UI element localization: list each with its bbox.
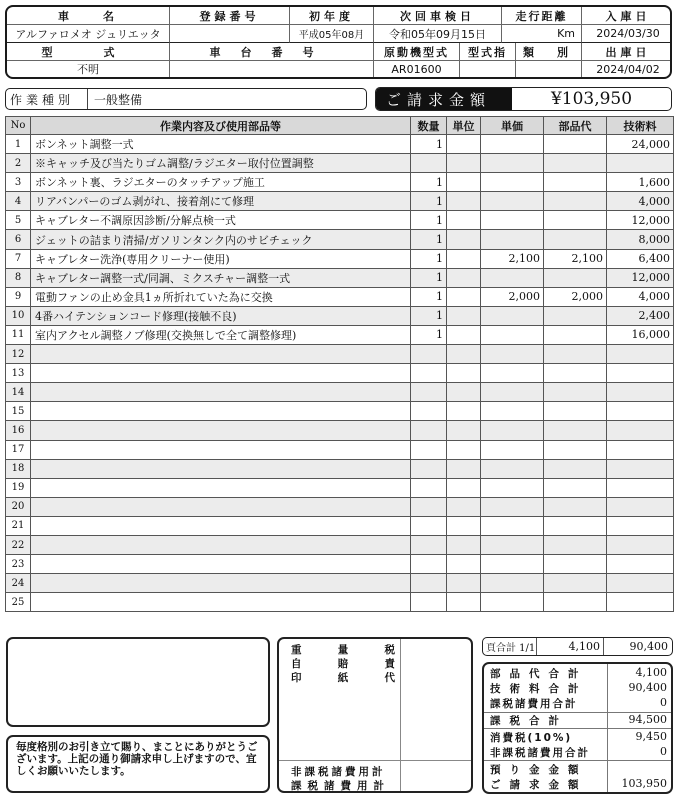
table-row (6, 574, 674, 593)
row-unit-price (481, 383, 544, 402)
row-unit (447, 459, 481, 478)
header-car-name: 車 名 (7, 7, 170, 25)
next-inspection: 令和05年09月15日 (374, 25, 502, 43)
row-no: 24 (6, 574, 31, 593)
header-next-inspection: 次回車検日 (374, 7, 502, 25)
row-quantity (411, 555, 447, 574)
row-unit (447, 440, 481, 459)
table-row (6, 497, 674, 516)
fee-non-taxable-total (291, 764, 395, 779)
fees-vertical-divider (400, 639, 401, 791)
row-quantity (411, 478, 447, 497)
row-parts-cost (544, 325, 607, 344)
fees-horizontal-divider (279, 760, 471, 761)
row-parts-cost (544, 593, 607, 612)
row-parts-cost (544, 535, 607, 554)
row-no: 16 (6, 421, 31, 440)
col-header-unit-price: 単価 (481, 117, 544, 135)
page-total-box (482, 637, 673, 656)
row-parts-cost (544, 421, 607, 440)
header-in-date: 入庫日 (582, 7, 672, 25)
row-unit-price (481, 345, 544, 364)
row-labor-cost (607, 555, 674, 574)
row-description (31, 364, 411, 383)
totals-label: 非課税諸費用合計 (490, 747, 590, 759)
header-model: 型 式 (7, 43, 170, 61)
fee-liability-c2: 賠 (337, 658, 349, 670)
table-row (6, 555, 674, 574)
row-unit (447, 574, 481, 593)
row-quantity: 1 (411, 173, 447, 192)
row-unit-price (481, 154, 544, 173)
row-no: 19 (6, 478, 31, 497)
table-row (6, 345, 674, 364)
row-unit-price (481, 135, 544, 154)
table-row (6, 249, 674, 268)
table-row (6, 306, 674, 325)
row-unit (447, 555, 481, 574)
page-total-label: 頁合計 1/1 (483, 638, 537, 655)
totals-label: 預り金金額 (490, 764, 588, 776)
row-description (31, 516, 411, 535)
row-labor-cost (607, 593, 674, 612)
row-quantity: 1 (411, 230, 447, 249)
row-unit-price (481, 364, 544, 383)
row-unit (447, 516, 481, 535)
row-labor-cost (607, 154, 674, 173)
row-no: 20 (6, 497, 31, 516)
row-labor-cost (607, 421, 674, 440)
header-registration-no: 登録番号 (170, 7, 290, 25)
row-no: 8 (6, 268, 31, 287)
out-date: 2024/04/02 (596, 62, 660, 76)
row-unit (447, 249, 481, 268)
table-row (6, 135, 674, 154)
work-type-value: 一般整備 (94, 92, 143, 107)
row-unit (447, 345, 481, 364)
row-parts-cost (544, 306, 607, 325)
row-labor-cost (607, 574, 674, 593)
work-type-label: 作業種別 (6, 89, 88, 109)
row-unit-price (481, 535, 544, 554)
row-description: ボンネット裏、ラジエターのタッチアップ施工 (31, 173, 411, 192)
vehicle-info-box (5, 5, 672, 79)
row-quantity: 1 (411, 192, 447, 211)
row-parts-cost (544, 135, 607, 154)
row-unit-price (481, 478, 544, 497)
table-row (6, 268, 674, 287)
totals-label: 消費税(10%) (490, 732, 573, 744)
row-no: 5 (6, 211, 31, 230)
row-no: 21 (6, 516, 31, 535)
row-quantity (411, 535, 447, 554)
row-parts-cost (544, 574, 607, 593)
totals-row (484, 666, 671, 681)
row-unit (447, 478, 481, 497)
header-mileage: 走行距離 (502, 7, 582, 25)
row-no: 9 (6, 287, 31, 306)
row-unit-price (481, 440, 544, 459)
row-no: 17 (6, 440, 31, 459)
row-quantity (411, 459, 447, 478)
row-labor-cost (607, 364, 674, 383)
header-out-date: 出庫日 (582, 43, 672, 61)
chassis-no (170, 61, 374, 77)
row-unit (447, 593, 481, 612)
row-unit-price (481, 421, 544, 440)
table-row (6, 421, 674, 440)
row-parts-cost (544, 383, 607, 402)
row-quantity (411, 497, 447, 516)
row-description: 4番ハイテンションコード修理(接触不良) (31, 306, 411, 325)
row-unit (447, 535, 481, 554)
table-row (6, 364, 674, 383)
mileage: Km (502, 25, 582, 43)
totals-label: ご請求金額 (490, 779, 588, 791)
table-row (6, 440, 674, 459)
totals-row (484, 745, 671, 760)
row-description: キャブレター洗浄(専用クリーナー使用) (31, 249, 411, 268)
row-unit-price (481, 497, 544, 516)
totals-value: 0 (660, 696, 667, 709)
row-parts-cost (544, 440, 607, 459)
col-header-no: No (6, 117, 31, 135)
table-row (6, 383, 674, 402)
row-description (31, 555, 411, 574)
row-description (31, 345, 411, 364)
row-labor-cost: 4,000 (607, 287, 674, 306)
row-description (31, 574, 411, 593)
header-engine-type: 原動機型式 (374, 43, 460, 61)
fee-taxable-total (291, 778, 395, 793)
table-row (6, 593, 674, 612)
row-description (31, 593, 411, 612)
totals-label: 部品代合計 (490, 668, 588, 680)
row-description: 電動ファンの止め金具1ヵ所折れていた為に交換 (31, 287, 411, 306)
row-parts-cost (544, 364, 607, 383)
header-first-year: 初年度 (290, 7, 374, 25)
row-unit (447, 402, 481, 421)
row-labor-cost: 4,000 (607, 192, 674, 211)
row-quantity (411, 402, 447, 421)
row-description (31, 535, 411, 554)
category (516, 61, 582, 77)
row-unit (447, 497, 481, 516)
row-no: 14 (6, 383, 31, 402)
row-labor-cost (607, 402, 674, 421)
row-parts-cost (544, 268, 607, 287)
totals-row (484, 681, 671, 696)
table-row (6, 402, 674, 421)
fee-stamp-c2: 紙 (337, 672, 349, 684)
table-row (6, 230, 674, 249)
table-header-row (6, 117, 674, 135)
row-parts-cost (544, 154, 607, 173)
row-unit-price (481, 402, 544, 421)
row-no: 1 (6, 135, 31, 154)
row-unit-price (481, 555, 544, 574)
row-quantity (411, 593, 447, 612)
row-description: リアバンパーのゴム剥がれ、接着剤にて修理 (31, 192, 411, 211)
row-parts-cost: 2,000 (544, 287, 607, 306)
fee-non-taxable-total-label: 非課税諸費用計 (291, 766, 386, 778)
row-labor-cost (607, 459, 674, 478)
row-labor-cost (607, 440, 674, 459)
row-labor-cost (607, 535, 674, 554)
col-header-description: 作業内容及び使用部品等 (31, 117, 411, 135)
row-quantity (411, 516, 447, 535)
totals-value (606, 762, 671, 777)
row-parts-cost (544, 173, 607, 192)
row-parts-cost (544, 516, 607, 535)
row-no: 13 (6, 364, 31, 383)
row-unit (447, 287, 481, 306)
thanks-message: 毎度格別のお引き立て賜り、まことにありがとうございます。上記の通り御請求申し上げますので、宜しくお願いいたします。 (6, 735, 270, 793)
first-year: 平成05年08月 (290, 25, 374, 43)
row-quantity (411, 383, 447, 402)
row-unit-price: 2,100 (481, 249, 544, 268)
row-labor-cost: 1,600 (607, 173, 674, 192)
table-row (6, 516, 674, 535)
totals-row (484, 730, 671, 745)
row-no: 10 (6, 306, 31, 325)
fee-weight-tax-c3: 税 (384, 644, 395, 656)
row-parts-cost (544, 555, 607, 574)
row-no: 11 (6, 325, 31, 344)
memo-box (6, 637, 270, 727)
row-description (31, 459, 411, 478)
totals-value: 103,950 (621, 777, 667, 790)
row-unit (447, 364, 481, 383)
totals-row (484, 713, 671, 728)
row-labor-cost: 24,000 (607, 135, 674, 154)
row-unit-price (481, 516, 544, 535)
fees-box (277, 637, 473, 793)
row-labor-cost (607, 516, 674, 535)
row-description (31, 421, 411, 440)
row-no: 7 (6, 249, 31, 268)
row-parts-cost (544, 345, 607, 364)
row-labor-cost: 8,000 (607, 230, 674, 249)
row-quantity: 1 (411, 287, 447, 306)
row-quantity (411, 421, 447, 440)
row-unit (447, 421, 481, 440)
row-unit (447, 135, 481, 154)
table-row (6, 478, 674, 497)
row-unit (447, 192, 481, 211)
row-parts-cost: 2,100 (544, 249, 607, 268)
fee-taxable-total-label: 課税諸費用計 (291, 780, 390, 792)
totals-label: 課税諸費用合計 (490, 698, 578, 710)
fee-liability-insurance (291, 656, 395, 671)
row-unit (447, 230, 481, 249)
header-type-designation: 型式指 (460, 43, 516, 61)
table-row (6, 154, 674, 173)
row-unit (447, 383, 481, 402)
row-unit-price (481, 574, 544, 593)
row-quantity: 1 (411, 306, 447, 325)
row-labor-cost (607, 478, 674, 497)
totals-value: 4,100 (635, 666, 667, 679)
row-quantity: 1 (411, 249, 447, 268)
row-parts-cost (544, 230, 607, 249)
row-quantity: 1 (411, 211, 447, 230)
row-no: 18 (6, 459, 31, 478)
totals-label: 課税合計 (490, 715, 568, 727)
row-parts-cost (544, 497, 607, 516)
billing-amount-label: ご請求金額 (376, 88, 512, 110)
row-labor-cost (607, 345, 674, 364)
work-type-box (5, 88, 367, 110)
header-chassis-no: 車台番号 (170, 43, 374, 61)
row-unit-price (481, 192, 544, 211)
table-row (6, 192, 674, 211)
row-description (31, 383, 411, 402)
row-no: 15 (6, 402, 31, 421)
fee-weight-tax-c2: 量 (337, 644, 349, 656)
row-no: 12 (6, 345, 31, 364)
row-quantity (411, 364, 447, 383)
row-no: 2 (6, 154, 31, 173)
totals-value: 9,450 (635, 730, 667, 743)
table-row (6, 325, 674, 344)
totals-separator (484, 728, 671, 729)
row-description (31, 440, 411, 459)
row-labor-cost: 12,000 (607, 268, 674, 287)
row-labor-cost: 12,000 (607, 211, 674, 230)
fee-stamp-c1: 印 (291, 672, 302, 684)
totals-value: 0 (660, 745, 667, 758)
row-description (31, 478, 411, 497)
table-row (6, 535, 674, 554)
col-header-unit: 単位 (447, 117, 481, 135)
row-quantity (411, 154, 447, 173)
row-unit (447, 325, 481, 344)
type-designation (460, 61, 516, 77)
row-quantity: 1 (411, 325, 447, 344)
row-labor-cost: 6,400 (607, 249, 674, 268)
fee-stamp-c3: 代 (384, 672, 395, 684)
row-no: 6 (6, 230, 31, 249)
row-no: 22 (6, 535, 31, 554)
totals-value: 90,400 (628, 681, 667, 694)
row-quantity (411, 440, 447, 459)
totals-row (484, 777, 671, 792)
row-quantity: 1 (411, 268, 447, 287)
row-unit-price (481, 268, 544, 287)
row-description: 室内アクセル調整ノブ修理(交換無しで全て調整修理) (31, 325, 411, 344)
totals-separator (484, 760, 671, 761)
registration-no (170, 25, 290, 43)
row-no: 25 (6, 593, 31, 612)
row-unit-price (481, 211, 544, 230)
totals-row (484, 696, 671, 711)
totals-box (482, 662, 673, 794)
in-date: 2024/03/30 (582, 25, 672, 43)
row-description: キャブレター不調原因診断/分解点検一式 (31, 211, 411, 230)
table-row (6, 211, 674, 230)
row-unit (447, 211, 481, 230)
table-row (6, 173, 674, 192)
model: 不明 (7, 61, 170, 77)
row-labor-cost (607, 497, 674, 516)
fee-weight-tax-c1: 重 (291, 644, 302, 656)
row-description: ボンネット調整一式 (31, 135, 411, 154)
row-no: 23 (6, 555, 31, 574)
row-parts-cost (544, 192, 607, 211)
work-items-table (5, 116, 674, 612)
engine-type: AR01600 (374, 61, 460, 77)
row-parts-cost (544, 478, 607, 497)
totals-value: 94,500 (628, 713, 667, 726)
row-unit-price (481, 230, 544, 249)
page-total-parts: 4,100 (537, 638, 604, 655)
row-labor-cost: 2,400 (607, 306, 674, 325)
row-parts-cost (544, 459, 607, 478)
row-unit-price (481, 173, 544, 192)
billing-amount-box (375, 87, 672, 111)
row-description: ジェットの詰まり清掃/ガソリンタンク内のサビチェック (31, 230, 411, 249)
row-quantity (411, 345, 447, 364)
row-labor-cost: 16,000 (607, 325, 674, 344)
row-unit-price: 2,000 (481, 287, 544, 306)
row-parts-cost (544, 402, 607, 421)
car-name: アルファロメオ ジュリエッタ (7, 25, 170, 43)
row-unit (447, 173, 481, 192)
fee-liability-c3: 責 (384, 658, 395, 670)
row-description: ※キャッチ及び当たりゴム調整/ラジエター取付位置調整 (31, 154, 411, 173)
row-description: キャブレター調整一式/同調、ミクスチャー調整一式 (31, 268, 411, 287)
row-unit (447, 154, 481, 173)
row-no: 3 (6, 173, 31, 192)
row-parts-cost (544, 211, 607, 230)
col-header-quantity: 数量 (411, 117, 447, 135)
row-unit-price (481, 593, 544, 612)
row-unit (447, 306, 481, 325)
row-unit (447, 268, 481, 287)
fee-liability-c1: 自 (291, 658, 302, 670)
row-description (31, 497, 411, 516)
row-unit-price (481, 459, 544, 478)
header-category: 類 別 (516, 43, 582, 61)
billing-amount-value: ¥103,950 (550, 89, 633, 109)
fee-weight-tax (291, 642, 395, 657)
totals-row (484, 762, 671, 777)
row-no: 4 (6, 192, 31, 211)
row-quantity (411, 574, 447, 593)
row-description (31, 402, 411, 421)
row-unit-price (481, 306, 544, 325)
col-header-parts-cost: 部品代 (544, 117, 607, 135)
table-row (6, 287, 674, 306)
table-row (6, 459, 674, 478)
fee-stamp (291, 670, 395, 685)
col-header-labor-cost: 技術料 (607, 117, 674, 135)
row-unit-price (481, 325, 544, 344)
row-labor-cost (607, 383, 674, 402)
totals-label: 技術料合計 (490, 683, 588, 695)
page-total-tech: 90,400 (629, 640, 668, 653)
row-quantity: 1 (411, 135, 447, 154)
